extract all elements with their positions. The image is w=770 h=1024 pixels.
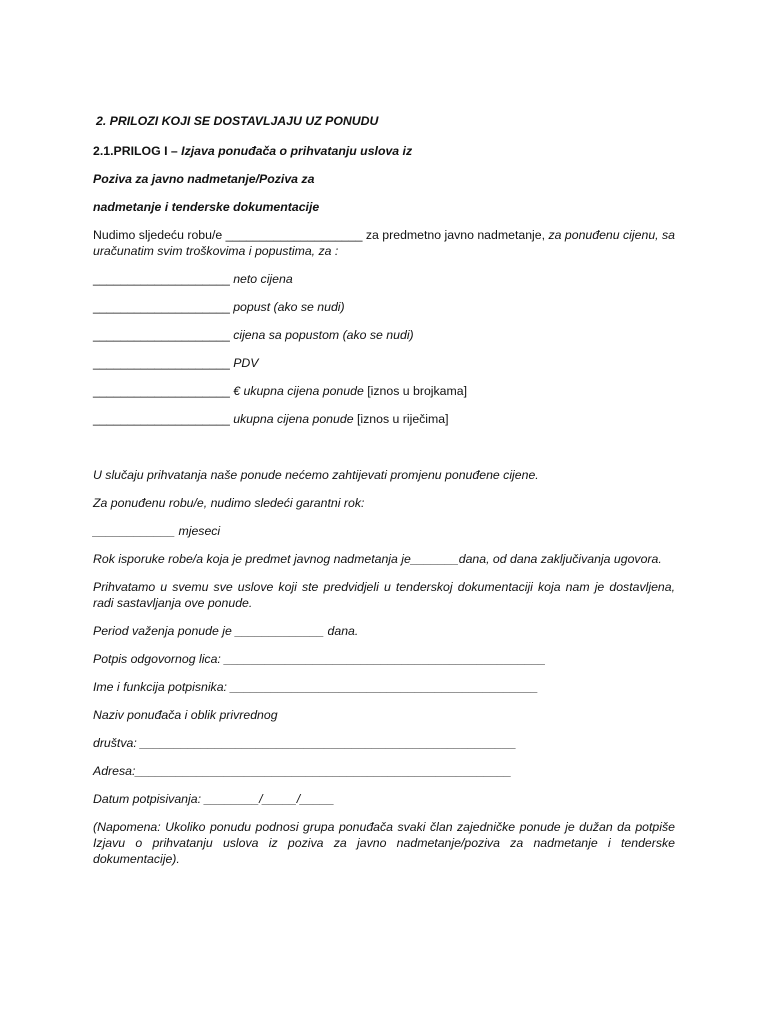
price-lines — [93, 271, 675, 427]
note: (Napomena: Ukoliko ponudu podnosi grupa ponuđača svaki član zajedničke ponude je dužan da potpiše Izjavu o prihvatanju uslova iz poziva za javno nadmetanje/poziva za nadmetanje i tenderske dokumentacije). — [93, 820, 675, 866]
document-page — [93, 113, 675, 867]
price-blank: ____________________ — [93, 412, 230, 426]
attachment-title-line-2: Poziva za javno nadmetanje/Poziva za — [93, 172, 315, 186]
section-heading: 2. PRILOZI KOJI SE DOSTAVLJAJU UZ PONUDU — [96, 114, 379, 128]
price-blank: ____________________ — [93, 300, 230, 314]
price-line-discounted — [93, 327, 675, 343]
company-name-label: Naziv ponuđača i oblik privrednog — [93, 708, 278, 722]
price-extra: [iznos u brojkama] — [367, 384, 468, 398]
price-label: cijena sa popustom (ako se nudi) — [229, 328, 414, 342]
price-blank: ____________________ — [93, 384, 230, 398]
price-label: PDV — [229, 356, 259, 370]
attachment-title-line-3: nadmetanje i tenderske dokumentacije — [93, 200, 320, 214]
price-blank: ____________________ — [93, 356, 230, 370]
attachment-title-text: Izjava ponuđača o prihvatanju uslova iz — [181, 144, 413, 158]
signature-field: Potpis odgovornog lica: _______________________________________________ — [93, 652, 546, 666]
price-label: € ukupna cijena ponude — [229, 384, 368, 398]
acceptance-statement: Prihvatamo u svemu sve uslove koji ste predvidjeli u tenderskoj dokumentaciji koja nam je dostavljena, radi sastavljanja ove ponude. — [93, 580, 675, 610]
no-price-change-statement: U slučaju prihvatanja naše ponude nećemo zahtijevati promjenu ponuđene cijene. — [93, 468, 539, 482]
price-extra: [iznos u riječima] — [356, 412, 449, 426]
date-field: Datum potpisivanja: ________/_____/_____ — [93, 792, 335, 806]
price-label: neto cijena — [229, 272, 293, 286]
warranty-line: ____________ mjeseci — [93, 524, 221, 538]
offer-intro-part2: za ponuđenu cijenu, sa uračunatim svim troškovima i popustima, za : — [93, 228, 676, 258]
validity-period: Period važenja ponude je _____________ dana. — [93, 624, 359, 638]
attachment-title-line-1 — [93, 143, 675, 159]
attachment-prefix: 2.1.PRILOG I – — [93, 144, 182, 158]
price-blank: ____________________ — [93, 272, 230, 286]
warranty-intro: Za ponuđenu robu/e, nudimo sledeći garantni rok: — [93, 496, 365, 510]
price-line-net — [93, 271, 675, 287]
name-function-field: Ime i funkcija potpisnika: _____________________________________________ — [93, 680, 539, 694]
price-line-total-numbers — [93, 383, 675, 399]
offer-intro-part1: Nudimo sljedeću robu/e ____________________ za predmetno javno nadmetanje, — [93, 228, 549, 242]
price-line-vat — [93, 355, 675, 371]
address-field: Adresa:_______________________________________________________ — [93, 764, 512, 778]
delivery-term: Rok isporuke robe/a koja je predmet javnog nadmetanja je_______dana, od dana zaključivanja ugovora. — [93, 552, 662, 566]
price-line-discount — [93, 299, 675, 315]
company-field: društva: _______________________________________________________ — [93, 736, 517, 750]
price-blank: ____________________ — [93, 328, 230, 342]
price-label: popust (ako se nudi) — [229, 300, 345, 314]
price-line-total-words — [93, 411, 675, 427]
offer-intro — [93, 227, 675, 259]
price-label: ukupna cijena ponude — [229, 412, 357, 426]
